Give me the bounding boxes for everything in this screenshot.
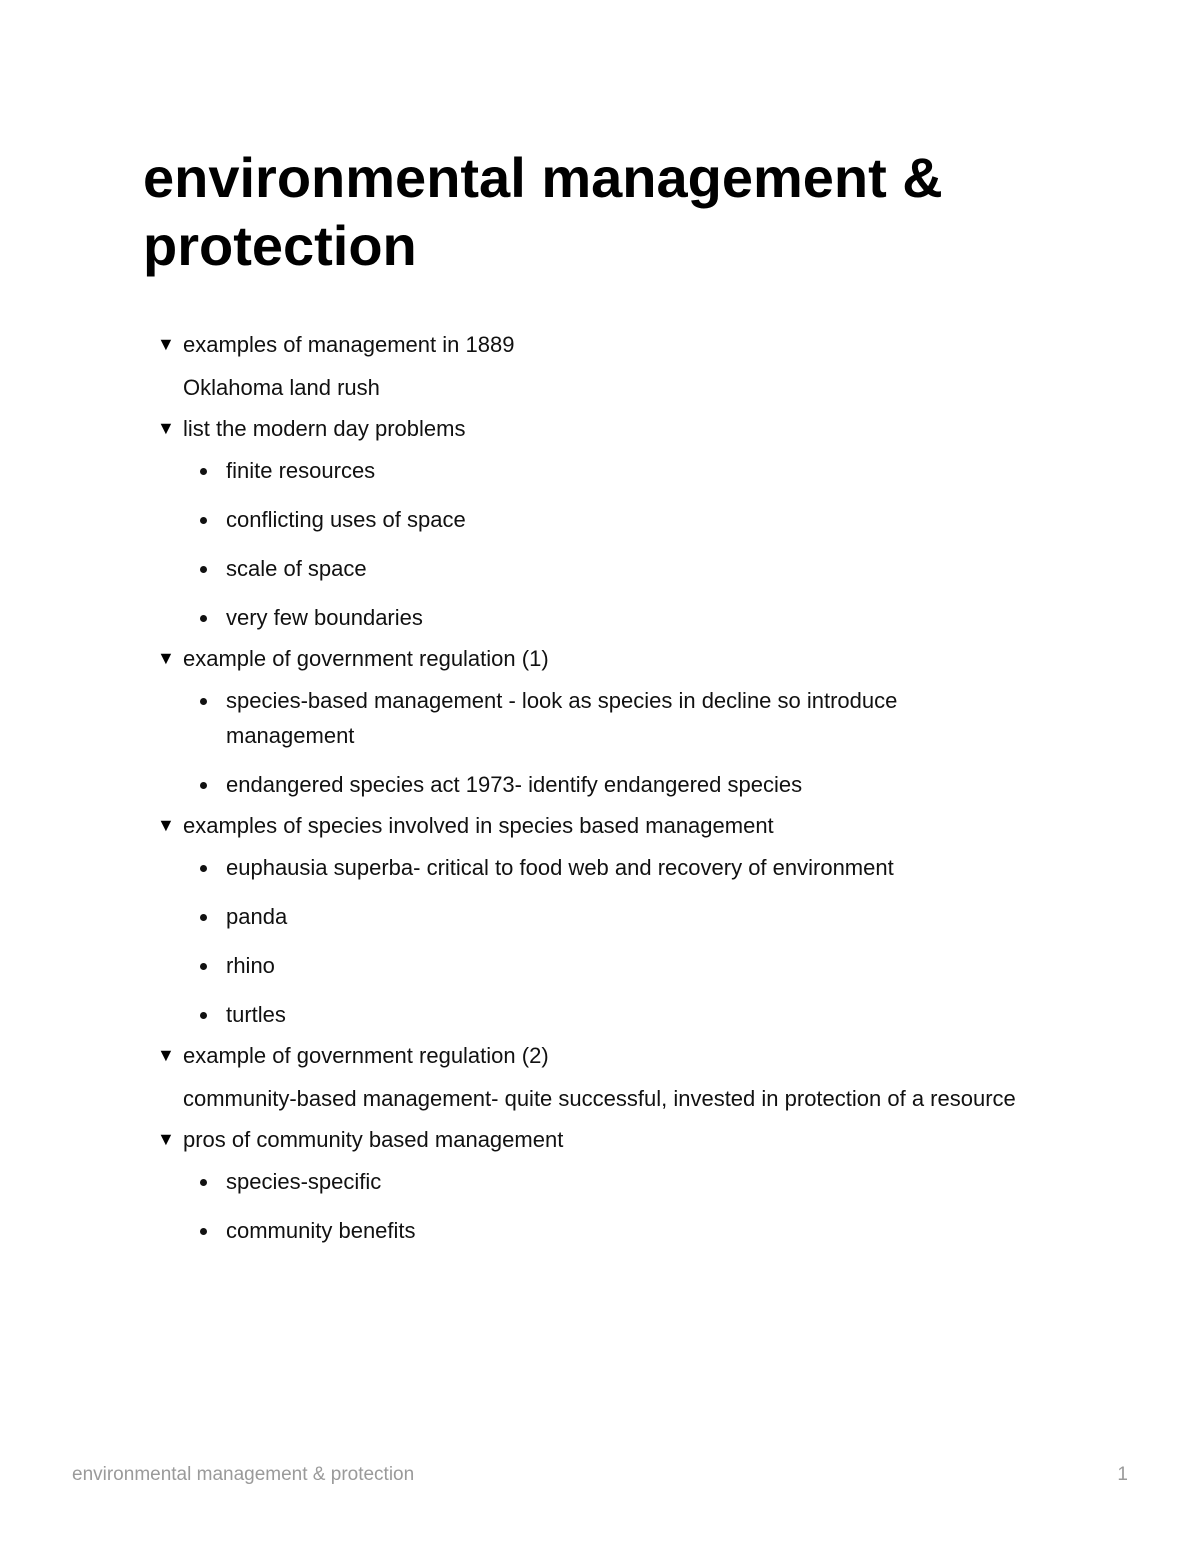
toggle-paragraph: community-based management- quite successful, invested in protection of a resource bbox=[183, 1086, 1016, 1111]
list-item bbox=[199, 1213, 1017, 1248]
page-number: 1 bbox=[1117, 1464, 1128, 1485]
toggle-triangle-icon[interactable]: ▼ bbox=[157, 648, 175, 668]
bullet-icon bbox=[199, 850, 226, 885]
bullet-list bbox=[183, 850, 1017, 1032]
list-item bbox=[199, 899, 1017, 934]
toggle-header[interactable] bbox=[157, 411, 1017, 446]
toggle-triangle-icon[interactable]: ▼ bbox=[157, 815, 175, 835]
bullet-icon bbox=[199, 767, 226, 802]
list-item-text: rhino bbox=[226, 953, 275, 978]
toggle-section bbox=[157, 327, 1017, 405]
bullet-icon bbox=[199, 1164, 226, 1199]
toggle-heading: pros of community based management bbox=[183, 1127, 564, 1152]
toggle-body bbox=[183, 850, 1017, 1032]
list-item-text: species-specific bbox=[226, 1169, 382, 1194]
list-item bbox=[199, 502, 1017, 537]
list-item bbox=[199, 997, 1017, 1032]
toggle-body bbox=[183, 683, 1017, 802]
page-title: environmental management & protection bbox=[143, 146, 943, 277]
list-item-text: finite resources bbox=[226, 458, 376, 483]
page-footer bbox=[72, 1464, 1128, 1486]
list-item-text: species-based management - look as species in decline so introduce management bbox=[226, 688, 898, 748]
toggle-heading: list the modern day problems bbox=[183, 416, 466, 441]
toggle-heading: examples of species involved in species based management bbox=[183, 813, 774, 838]
bullet-list bbox=[183, 683, 1017, 802]
list-item bbox=[199, 600, 1017, 635]
toggle-header[interactable] bbox=[157, 641, 1017, 676]
toggle-heading: examples of management in 1889 bbox=[183, 332, 515, 357]
list-item bbox=[199, 850, 1017, 885]
toggle-header[interactable] bbox=[157, 1038, 1017, 1073]
bullet-icon bbox=[199, 502, 226, 537]
toggle-body bbox=[183, 1081, 1017, 1116]
bullet-list bbox=[183, 453, 1017, 635]
toggle-heading: example of government regulation (2) bbox=[183, 1043, 549, 1068]
bullet-icon bbox=[199, 1213, 226, 1248]
toggle-section bbox=[157, 641, 1017, 802]
toggle-section bbox=[157, 808, 1017, 1032]
toggle-triangle-icon[interactable]: ▼ bbox=[157, 1129, 175, 1149]
list-item bbox=[199, 683, 1017, 753]
list-item bbox=[199, 551, 1017, 586]
bullet-icon bbox=[199, 453, 226, 488]
bullet-icon bbox=[199, 899, 226, 934]
list-item-text: very few boundaries bbox=[226, 605, 423, 630]
toggle-body bbox=[183, 370, 1017, 405]
list-item-text: euphausia superba- critical to food web and recovery of environment bbox=[226, 855, 894, 880]
bullet-icon bbox=[199, 997, 226, 1032]
toggle-triangle-icon[interactable]: ▼ bbox=[157, 1045, 175, 1065]
toggle-body bbox=[183, 453, 1017, 635]
bullet-list bbox=[183, 1164, 1017, 1248]
footer-title: environmental management & protection bbox=[72, 1464, 415, 1485]
toggle-body bbox=[183, 1164, 1017, 1248]
toggle-header[interactable] bbox=[157, 808, 1017, 843]
toggle-section bbox=[157, 1122, 1017, 1248]
list-item-text: scale of space bbox=[226, 556, 367, 581]
list-item-text: community benefits bbox=[226, 1218, 416, 1243]
bullet-icon bbox=[199, 551, 226, 586]
toggle-triangle-icon[interactable]: ▼ bbox=[157, 334, 175, 354]
toggle-section bbox=[157, 1038, 1017, 1116]
toggle-header[interactable] bbox=[157, 1122, 1017, 1157]
list-item-text: endangered species act 1973- identify endangered species bbox=[226, 772, 803, 797]
list-item-text: conflicting uses of space bbox=[226, 507, 466, 532]
toggle-heading: example of government regulation (1) bbox=[183, 646, 549, 671]
list-item bbox=[199, 767, 1017, 802]
bullet-icon bbox=[199, 948, 226, 983]
list-item-text: turtles bbox=[226, 1002, 286, 1027]
list-item bbox=[199, 453, 1017, 488]
list-item bbox=[199, 1164, 1017, 1199]
toggle-paragraph: Oklahoma land rush bbox=[183, 375, 380, 400]
bullet-icon bbox=[199, 600, 226, 635]
list-item-text: panda bbox=[226, 904, 288, 929]
toggle-header[interactable] bbox=[157, 327, 1017, 362]
bullet-icon bbox=[199, 683, 226, 718]
document-body bbox=[157, 327, 1017, 1254]
toggle-section bbox=[157, 411, 1017, 635]
toggle-triangle-icon[interactable]: ▼ bbox=[157, 418, 175, 438]
list-item bbox=[199, 948, 1017, 983]
